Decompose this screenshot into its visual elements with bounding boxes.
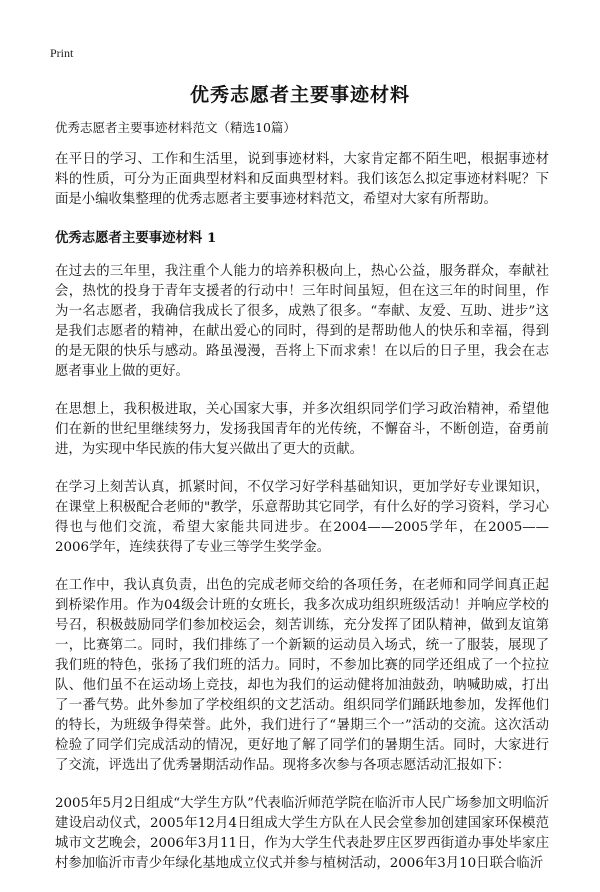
body-paragraph: 在过去的三年里，我注重个人能力的培养积极向上，热心公益，服务群众，奉献社会，热忱的投身于青年支援者的行动中！三年时间虽短，但在这三年的时间里，作为一名志愿者，我确信我成长了很多，成熟了很多。“奉献、友爱、互助、进步”这是我们志愿者的精神，在献出爱心的同时，得到的是帮助他人的快乐和幸福，得到的是无限的快乐与感动。路虽漫漫，吾将上下而求索！在以后的日子里，我会在志愿者事业上做的更好。 xyxy=(55,264,549,379)
print-link[interactable]: Print xyxy=(50,46,74,60)
body-paragraph: 2005年5月2日组成“大学生方队”代表临沂师范学院在临沂市人民广场参加文明临沂建设启动仪式，2005年12月4日组成大学生方队在人民会堂参加创建国家环保模范城市文艺晚会，2006年3月11日，作为大学生代表赴罗庄区罗西街道办事处毕家庄村参加临沂市青少年绿化基地成立仪式并参与植树活动，2006年3月10日联合临沂 xyxy=(55,796,549,871)
article-subtitle: 优秀志愿者主要事迹材料范文（精选10篇） xyxy=(55,120,296,135)
body-paragraph: 在思想上，我积极进取，关心国家大事，并多次组织同学们学习政治精神，希望他们在新的世纪里继续努力，发扬我国青年的光传统，不懈奋斗，不断创造，奋勇前进，为实现中华民族的伟大复兴做出了更大的贡献。 xyxy=(55,402,549,457)
body-paragraph: 在学习上刻苦认真，抓紧时间，不仅学习好学科基础知识，更加学好专业课知识，在课堂上积极配合老师的"教学，乐意帮助其它同学，有什么好的学习资料，学习心得也与他们交流，希望大家能共同进步。在2004——2005学年，在2005——2006学年，连续获得了专业三等学生奖学金。 xyxy=(55,480,549,555)
article-body xyxy=(55,118,549,892)
section-heading: 优秀志愿者主要事迹材料 1 xyxy=(55,230,217,246)
intro-paragraph: 在平日的学习、工作和生活里，说到事迹材料，大家肯定都不陌生吧，根据事迹材料的性质，可分为正面典型材料和反面典型材料。我们该怎么拟定事迹材料呢？下面是小编收集整理的优秀志愿者主要事迹材料范文，希望对大家有所帮助。 xyxy=(55,152,549,207)
body-paragraph: 在工作中，我认真负责，出色的完成老师交给的各项任务，在老师和同学间真正起到桥梁作用。作为04级会计班的女班长，我多次成功组织班级活动！并响应学校的号召，积极鼓励同学们参加校运会，刻苦训练，充分发挥了团队精神，做到友谊第一，比赛第二。同时，我们排练了一个新颖的运动员入场式，统一了服装，展现了我们班的特色，张扬了我们班的活力。同时，不参加比赛的同学还组成了一个拉拉队、他们虽不在运动场上竞技，却也为我们的运动健将加油鼓劲，呐喊助威，打出了一番气势。此外参加了学校组织的文艺活动。组织同学们踊跃地参加，发挥他们的特长，为班级争得荣誉。此外，我们进行了“暑期三个一”活动的交流。这次活动检验了同学们完成活动的情况，更好地了解了同学们的暑期生活。同时，大家进行了交流，评选出了优秀暑期活动作品。现将多次参与各项志愿活动汇报如下： xyxy=(55,578,549,773)
page-title: 优秀志愿者主要事迹材料 xyxy=(189,84,410,106)
